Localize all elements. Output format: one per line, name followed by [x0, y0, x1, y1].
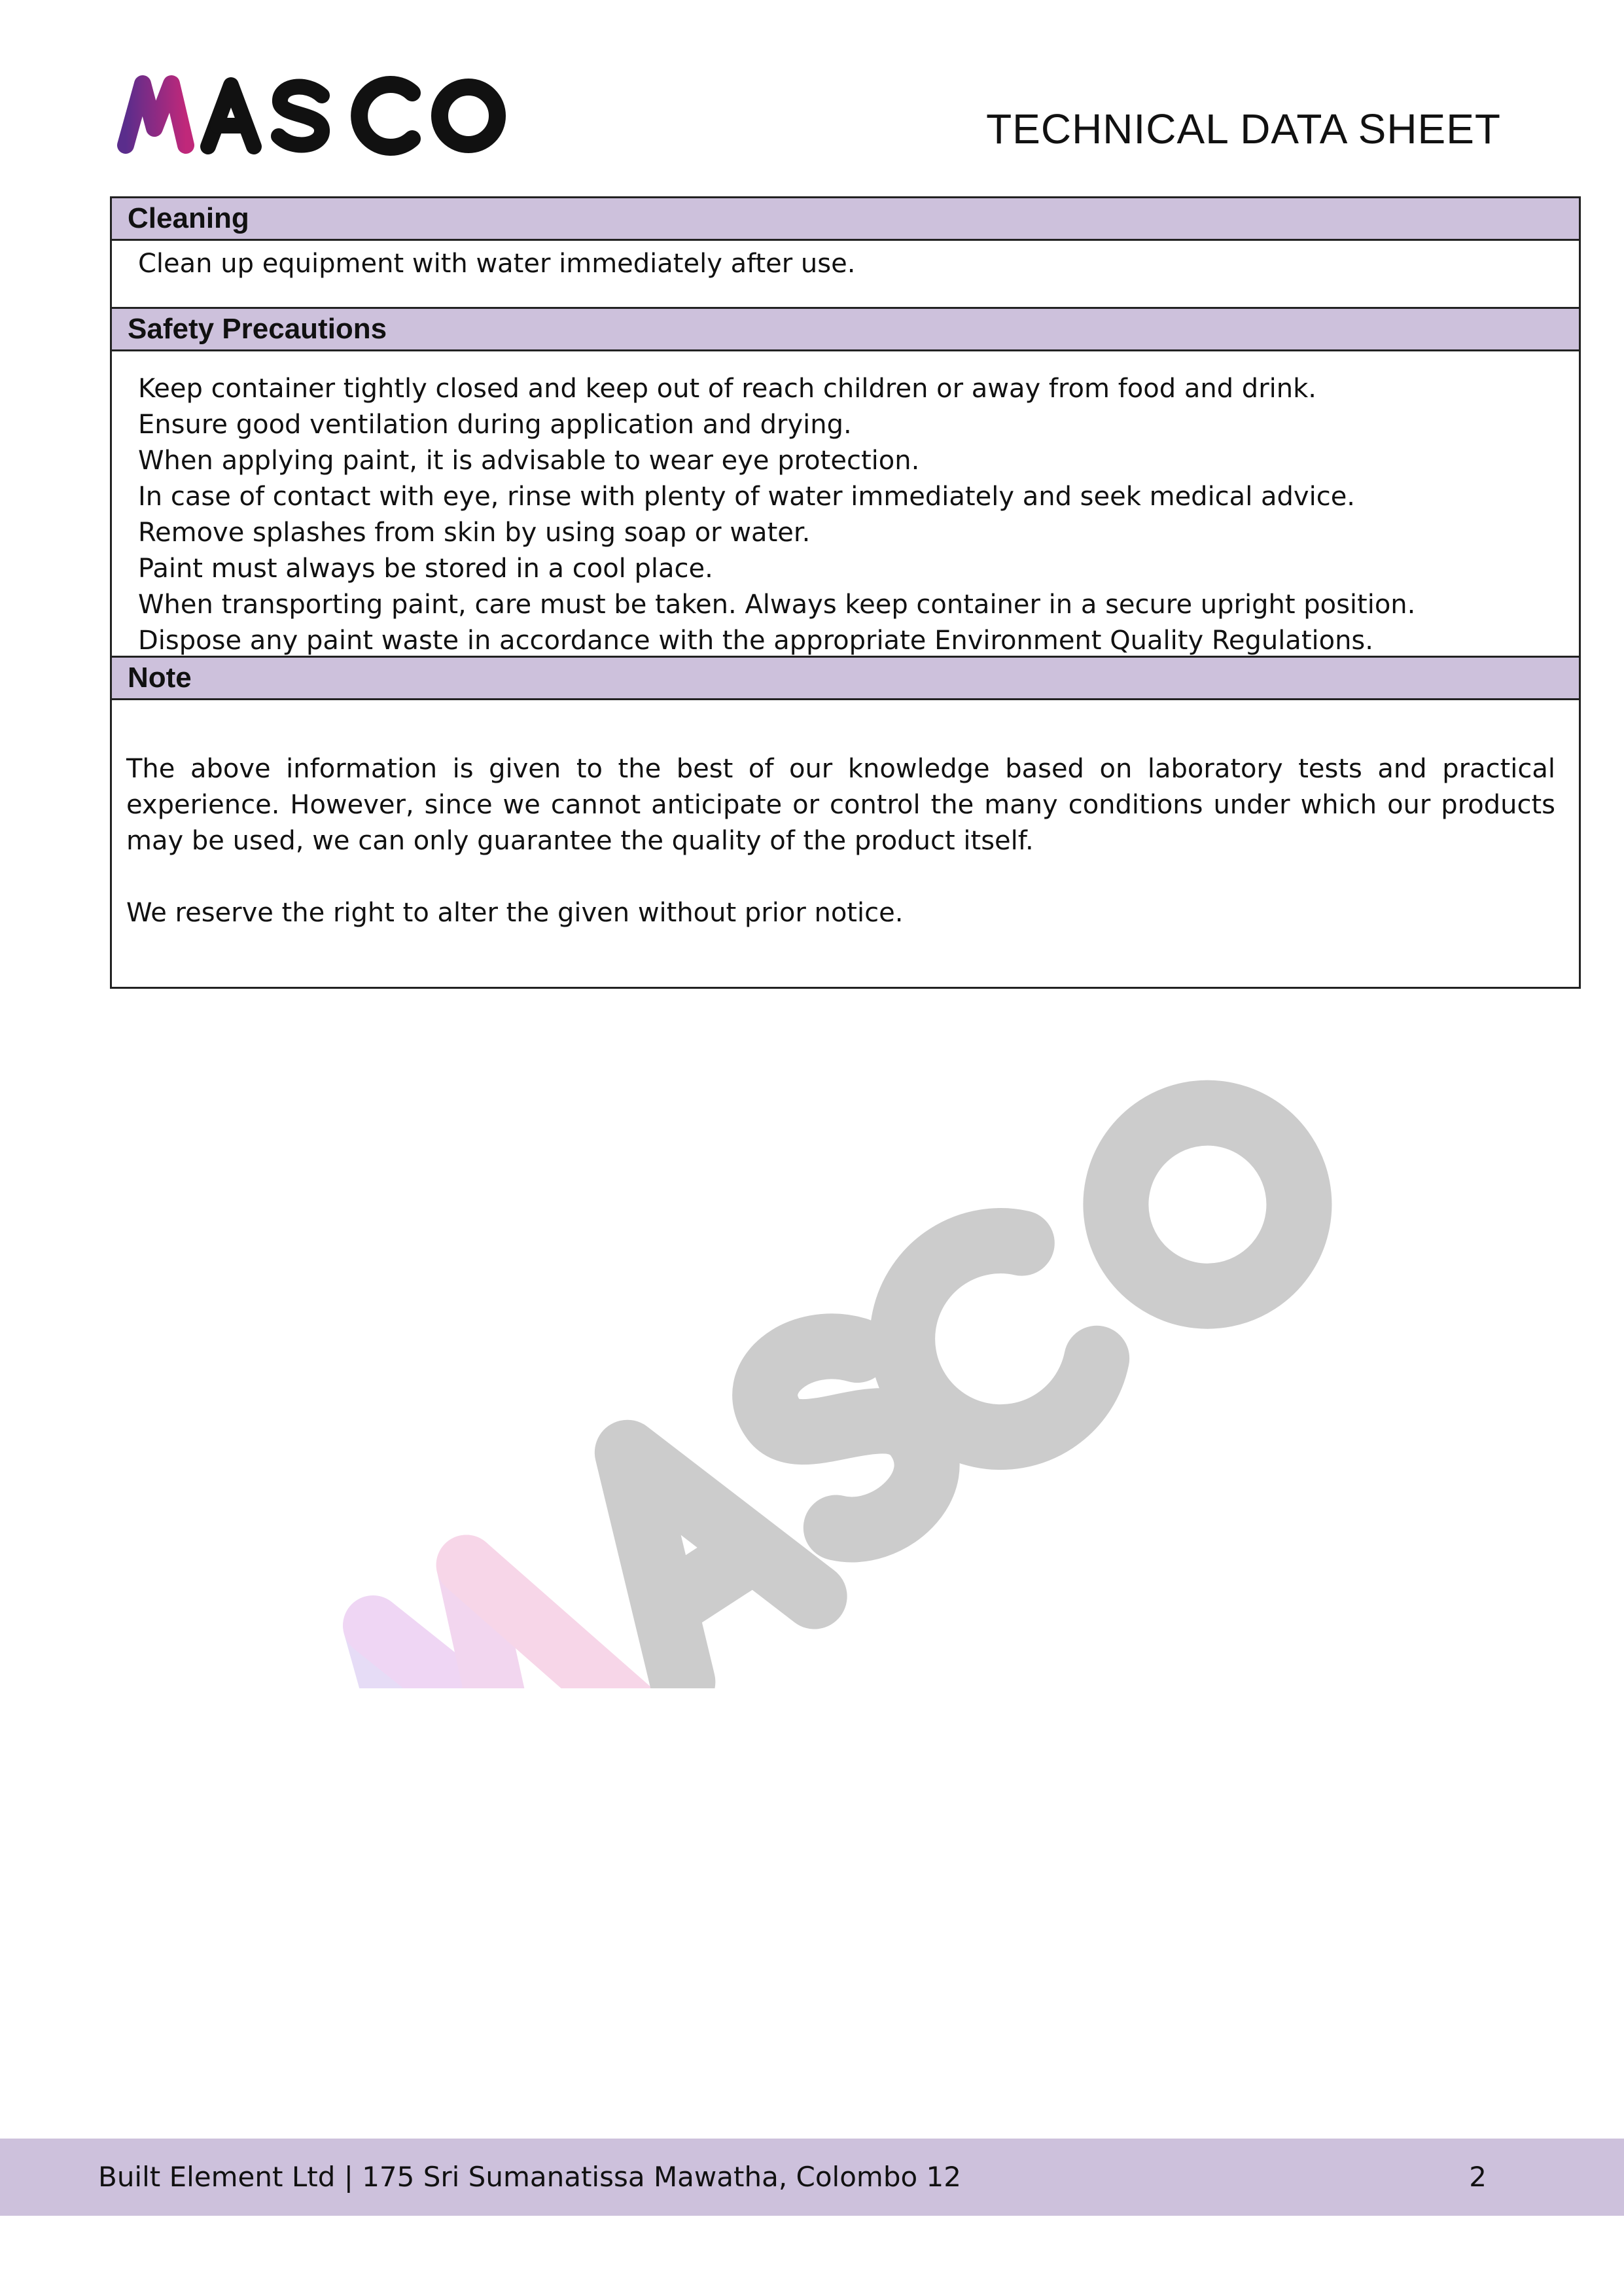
note-section [112, 700, 1579, 987]
safety-line: Remove splashes from skin by using soap or water. [138, 518, 811, 548]
page-footer [0, 2139, 1624, 2216]
note-paragraph: We reserve the right to alter the given without prior notice. [126, 898, 904, 928]
page-number: 2 [1469, 2161, 1487, 2193]
document-title: TECHNICAL DATA SHEET [986, 105, 1501, 152]
safety-line: Keep container tightly closed and keep out of reach children or away from food and drink. [138, 374, 1316, 404]
note-paragraph: The above information is given to the best of our knowledge based on laboratory tests and practical experience. However, since we cannot anticipate or control the many conditions under which our products may be used, we can only guarantee the quality of the product itself. [126, 754, 1555, 856]
note-heading: Note [112, 658, 1579, 700]
safety-line: Paint must always be stored in a cool place. [138, 554, 713, 584]
masco-logo [116, 73, 509, 158]
safety-line: When applying paint, it is advisable to wear eye protection. [138, 446, 920, 476]
cleaning-line: Clean up equipment with water immediately after use. [138, 249, 856, 279]
cleaning-section [112, 241, 1579, 309]
data-sheet-table [110, 196, 1581, 989]
safety-section [112, 351, 1579, 658]
safety-line: Dispose any paint waste in accordance with the appropriate Environment Quality Regulations. [138, 626, 1373, 656]
safety-line: Ensure good ventilation during application and drying. [138, 410, 852, 440]
safety-line: When transporting paint, care must be taken. Always keep container in a secure upright position. [138, 590, 1416, 620]
safety-heading: Safety Precautions [112, 309, 1579, 351]
cleaning-heading: Cleaning [112, 198, 1579, 241]
safety-line: In case of contact with eye, rinse with plenty of water immediately and seek medical advice. [138, 482, 1356, 512]
footer-address: Built Element Ltd | 175 Sri Sumanatissa Mawatha, Colombo 12 [98, 2161, 961, 2193]
